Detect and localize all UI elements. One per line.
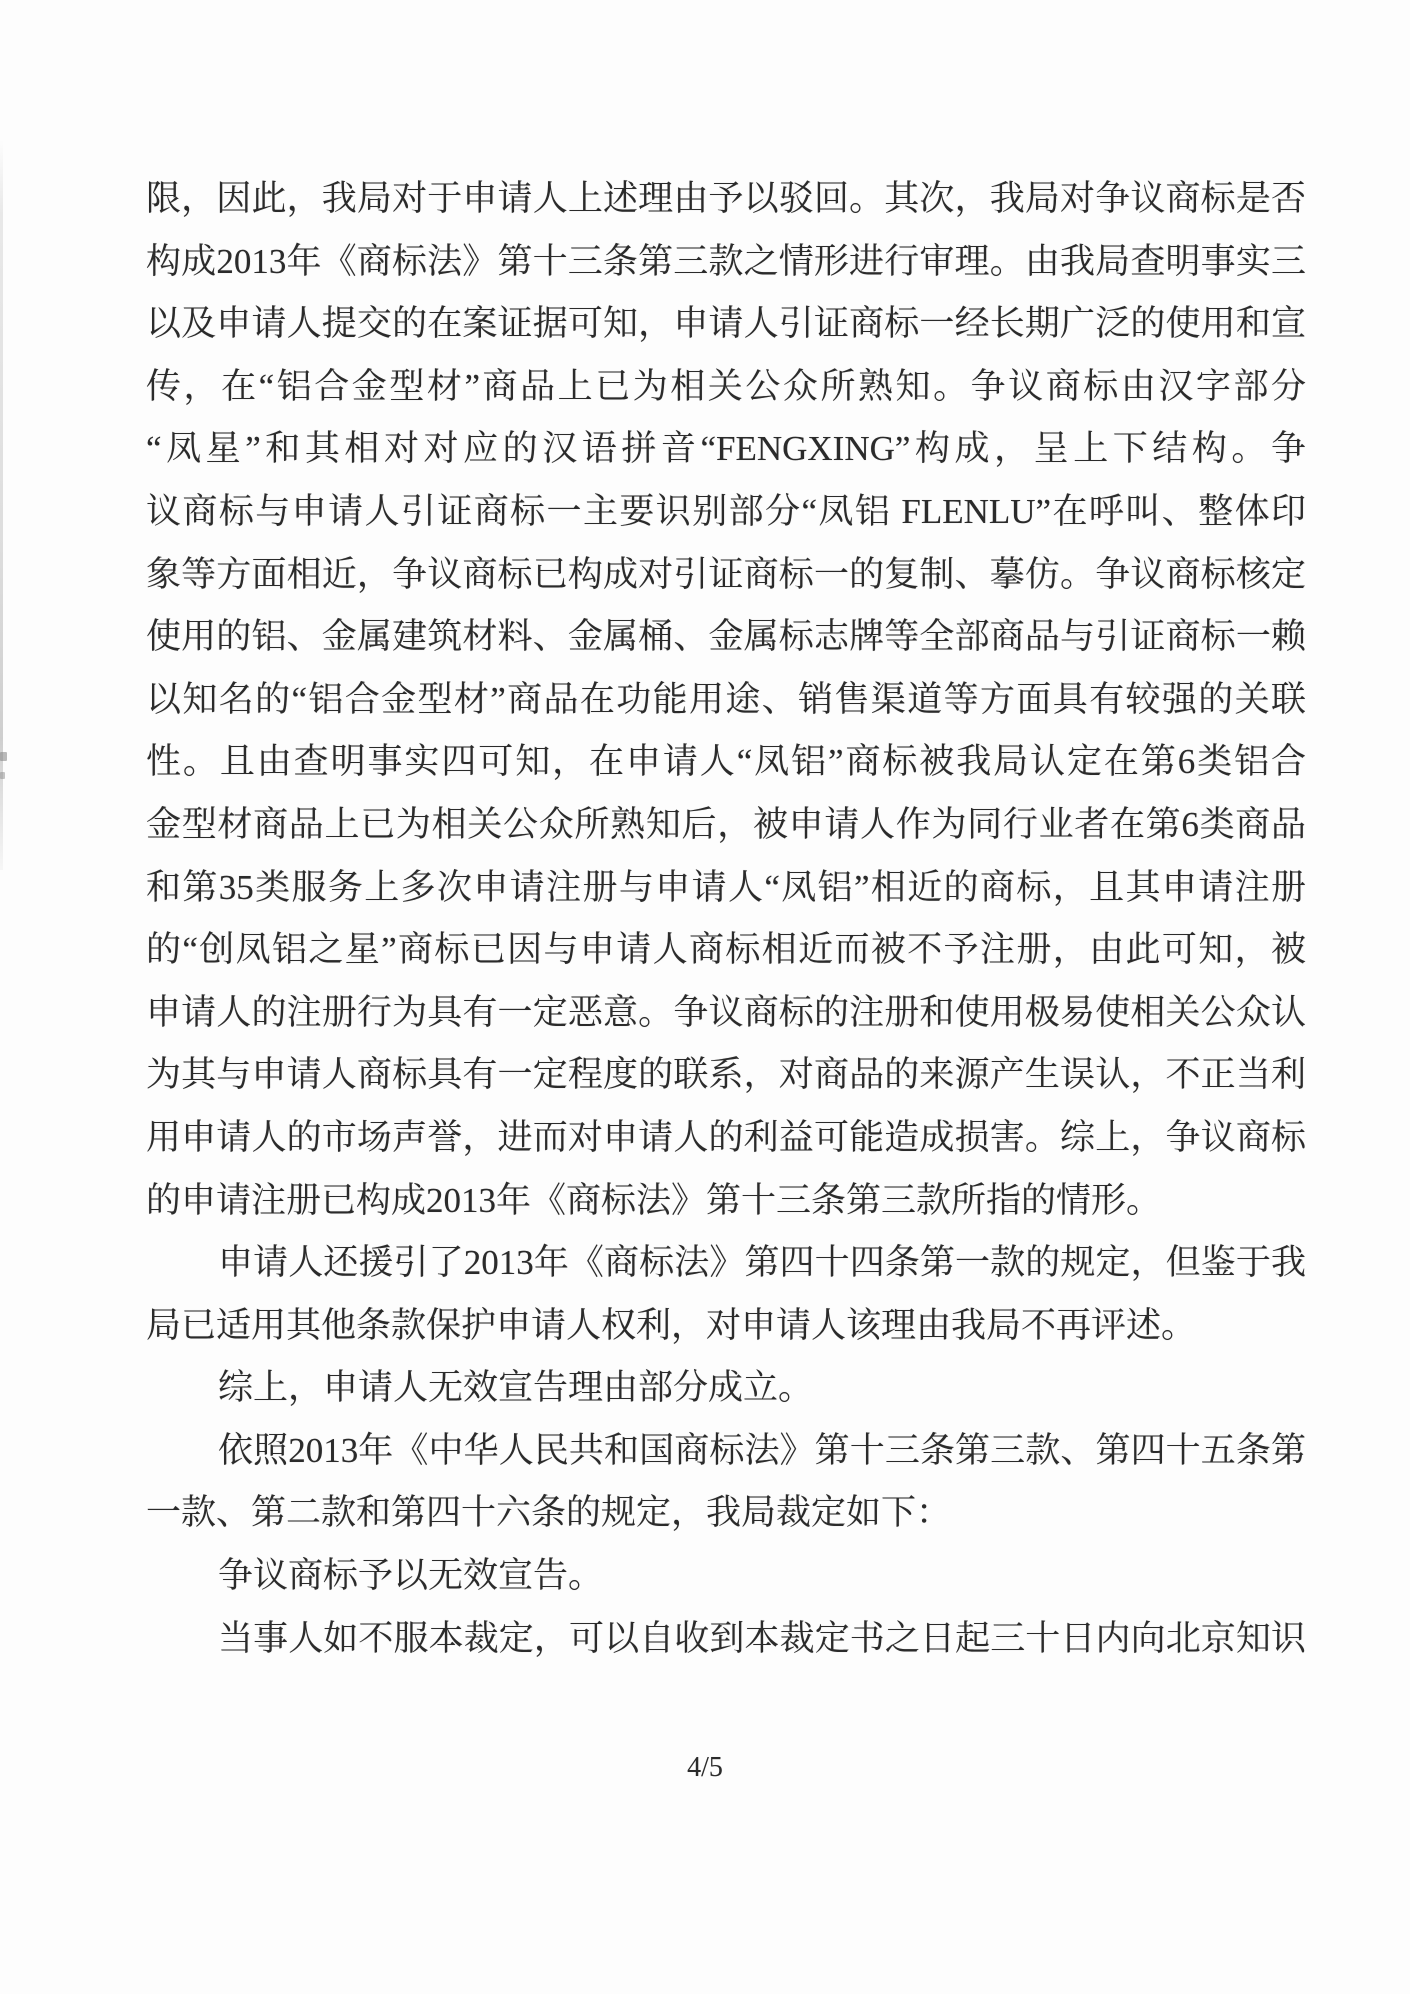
text-line: 综上，申请人无效宣告理由部分成立。 xyxy=(218,1368,814,1408)
text-line: 性。且由查明事实四可知，在申请人“凤铝”商标被我局认定在第6类铝合 xyxy=(146,742,1306,782)
text-line: 金型材商品上已为相关公众所熟知后，被申请人作为同行业者在第6类商品 xyxy=(146,804,1306,844)
text-line: 当事人如不服本裁定，可以自收到本裁定书之日起三十日内向北京知识 xyxy=(218,1618,1306,1658)
text-line: 象等方面相近，争议商标已构成对引证商标一的复制、摹仿。争议商标核定 xyxy=(146,554,1306,594)
text-line: 议商标与申请人引证商标一主要识别部分“凤铝 FLENLU”在呼叫、整体印 xyxy=(146,491,1306,531)
text-line: 申请人的注册行为具有一定恶意。争议商标的注册和使用极易使相关公众认 xyxy=(146,992,1306,1032)
scan-speck xyxy=(0,752,7,761)
text-line: 传，在“铝合金型材”商品上已为相关公众所熟知。争议商标由汉字部分 xyxy=(146,366,1306,406)
text-line: 局已适用其他条款保护申请人权利，对申请人该理由我局不再评述。 xyxy=(146,1305,1197,1345)
text-line: 依照2013年《中华人民共和国商标法》第十三条第三款、第四十五条第 xyxy=(218,1430,1306,1470)
text-line: 为其与申请人商标具有一定程度的联系，对商品的来源产生误认，不正当利 xyxy=(146,1055,1306,1095)
scan-speck xyxy=(0,772,5,779)
text-line: 的“创凤铝之星”商标已因与申请人商标相近而被不予注册，由此可知，被 xyxy=(146,930,1306,970)
text-line: 以知名的“铝合金型材”商品在功能用途、销售渠道等方面具有较强的关联 xyxy=(146,679,1306,719)
document-body xyxy=(146,168,1306,1670)
text-line: “凤星”和其相对对应的汉语拼音“FENGXING”构成，呈上下结构。争 xyxy=(146,429,1306,469)
text-line: 以及申请人提交的在案证据可知，申请人引证商标一经长期广泛的使用和宣 xyxy=(146,304,1306,344)
text-line: 使用的铝、金属建筑材料、金属桶、金属标志牌等全部商品与引证商标一赖 xyxy=(146,617,1306,657)
page-number: 4/5 xyxy=(687,1752,723,1783)
text-line: 构成2013年《商标法》第十三条第三款之情形进行审理。由我局查明事实三 xyxy=(146,241,1306,281)
text-line: 限，因此，我局对于申请人上述理由予以驳回。其次，我局对争议商标是否 xyxy=(146,179,1306,218)
text-line: 和第35类服务上多次申请注册与申请人“凤铝”相近的商标，且其申请注册 xyxy=(146,867,1306,907)
text-line: 的申请注册已构成2013年《商标法》第十三条第三款所指的情形。 xyxy=(146,1180,1162,1220)
text-line: 用申请人的市场声誉，进而对申请人的利益可能造成损害。综上，争议商标 xyxy=(146,1117,1306,1157)
text-line: 申请人还援引了2013年《商标法》第四十四条第一款的规定，但鉴于我 xyxy=(218,1243,1306,1283)
text-line: 一款、第二款和第四十六条的规定，我局裁定如下： xyxy=(146,1493,952,1533)
text-line: 争议商标予以无效宣告。 xyxy=(218,1556,604,1596)
